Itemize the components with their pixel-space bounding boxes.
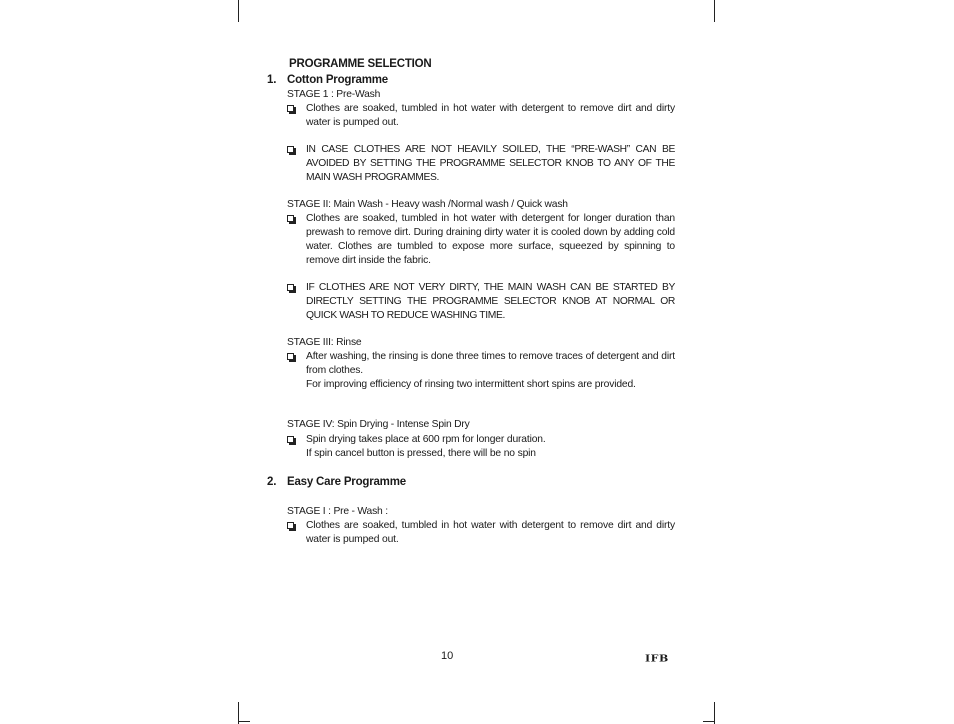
bullet-paragraph: After washing, the rinsing is done three times to remove traces of detergent and dirt from clothes.: [306, 351, 675, 376]
crop-mark-top-right: [714, 0, 715, 22]
crop-mark-bottom-right-h: [703, 721, 715, 722]
stage-label: STAGE 1 : Pre-Wash: [287, 89, 381, 100]
section-title: [267, 476, 406, 488]
bullet-text: Clothes are soaked, tumbled in hot water with detergent for longer duration than prewash to remove dirt. During draining dirty water it is cooled down by adding cold water. Clothes are tumbled to expose more surface, squeezed by spinning to remove dirt inside the fabric.: [306, 213, 675, 266]
crop-mark-bottom-left-h: [238, 721, 250, 722]
section-title-text: Easy Care Programme: [287, 476, 406, 488]
bullet-text: [306, 433, 675, 461]
bullet-text: IN CASE CLOTHES ARE NOT HEAVILY SOILED, THE “PRE-WASH” CAN BE AVOIDED BY SETTING THE PROGRAMME SELECTOR KNOB TO ANY OF THE MAIN WASH PROGRAMMES.: [306, 144, 675, 183]
bullet-note: [287, 143, 675, 185]
bullet-paragraph: For improving efficiency of rinsing two intermittent short spins are provided.: [306, 379, 636, 390]
checkbox-bullet-icon: [287, 215, 294, 222]
bullet-paragraph: If spin cancel button is pressed, there will be no spin: [306, 448, 536, 459]
stage-label: STAGE III: Rinse: [287, 337, 362, 348]
bullet-item: [287, 433, 675, 461]
bullet-text: [306, 350, 675, 392]
stage-label: STAGE II: Main Wash - Heavy wash /Normal wash / Quick wash: [287, 199, 568, 210]
section-number: 1.: [267, 74, 277, 86]
bullet-text: IF CLOTHES ARE NOT VERY DIRTY, THE MAIN WASH CAN BE STARTED BY DIRECTLY SETTING THE PROGRAMME SELECTOR KNOB AT NORMAL OR QUICK WASH TO REDUCE WASHING TIME.: [306, 282, 675, 321]
bullet-item: [287, 102, 675, 130]
bullet-item: [287, 212, 675, 268]
stage-label: STAGE IV: Spin Drying - Intense Spin Dry: [287, 419, 470, 430]
bullet-item: [287, 350, 675, 392]
section-title-text: Cotton Programme: [287, 74, 388, 86]
section-number: 2.: [267, 476, 277, 488]
section-title: [267, 74, 388, 86]
stage-label: STAGE I : Pre - Wash :: [287, 506, 388, 517]
page-number: 10: [441, 650, 454, 662]
checkbox-bullet-icon: [287, 353, 294, 360]
bullet-text: Clothes are soaked, tumbled in hot water with detergent to remove dirt and dirty water is pumped out.: [306, 520, 675, 545]
bullet-item: [287, 519, 675, 547]
checkbox-bullet-icon: [287, 284, 294, 291]
crop-mark-top-left: [238, 0, 239, 22]
bullet-paragraph: Spin drying takes place at 600 rpm for longer duration.: [306, 434, 546, 445]
brand-logo: IFB: [645, 652, 669, 665]
checkbox-bullet-icon: [287, 436, 294, 443]
checkbox-bullet-icon: [287, 146, 294, 153]
checkbox-bullet-icon: [287, 522, 294, 529]
bullet-text: Clothes are soaked, tumbled in hot water with detergent to remove dirt and dirty water is pumped out.: [306, 103, 675, 128]
checkbox-bullet-icon: [287, 105, 294, 112]
bullet-note: [287, 281, 675, 323]
page-heading: PROGRAMME SELECTION: [289, 58, 432, 70]
